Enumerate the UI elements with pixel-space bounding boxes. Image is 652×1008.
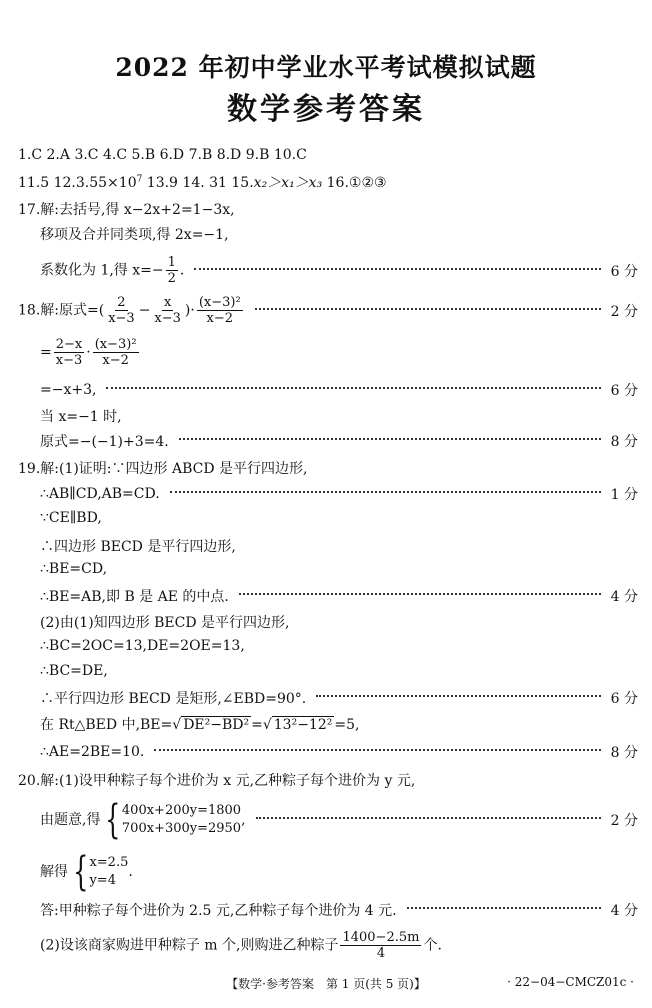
- q19-line-5: ∴BE=CD,: [40, 561, 108, 577]
- score: 4 分: [610, 589, 638, 605]
- q18-line-4: 当 x=−1 时,: [40, 409, 122, 425]
- q19-line-4: ∴四边形 BECD 是平行四边形,: [40, 539, 236, 555]
- score: 1 分: [610, 487, 638, 503]
- score: 4 分: [610, 903, 638, 919]
- page-title: 2022 年初中学业水平考试模拟试题: [115, 53, 537, 82]
- fraction: $\frac{1}{2}$: [167, 255, 176, 286]
- solution-system: { x=2.5 y=4: [73, 849, 129, 895]
- q17-line-2: 移项及合并同类项,得 2x=−1,: [40, 227, 229, 243]
- q19-line-6: ∴BE=AB,即 B 是 AE 的中点. 4 分: [40, 586, 638, 606]
- q19-line-10: ∴平行四边形 BECD 是矩形,∠EBD=90°. 6 分: [40, 688, 638, 708]
- page-subtitle: 数学参考答案: [227, 92, 425, 127]
- q19-line-2: ∴AB∥CD,AB=CD. 1 分: [40, 486, 638, 503]
- footer-page-info: 【数学·参考答案 第 1 页(共 5 页)】: [226, 977, 426, 991]
- q19-line-9: ∴BC=DE,: [40, 663, 108, 679]
- q19-line-1: 19.解:(1)证明:∵四边形 ABCD 是平行四边形,: [18, 461, 308, 477]
- q20-line-2: 由题意,得 { 400x+200y=1800 700x+300y=2950 , 2 分: [40, 797, 638, 843]
- q19-line-8: ∴BC=2OC=13,DE=2OE=13,: [40, 638, 245, 654]
- score: 2 分: [610, 303, 638, 320]
- q20-line-1: 20.解:(1)设甲种粽子每个进价为 x 元,乙种粽子每个进价为 y 元,: [18, 773, 416, 789]
- q19-line-3: ∵CE∥BD,: [40, 510, 102, 526]
- q20-line-5: (2)设该商家购进甲种粽子 m 个,则购进乙种粽子 $\frac{1400-2.5m}{4}$ 个.: [40, 930, 442, 961]
- score: 6 分: [610, 383, 638, 399]
- q19-line-7: (2)由(1)知四边形 BECD 是平行四边形,: [40, 615, 290, 631]
- q18-line-1: 18.解:原式=( $\frac{2}{x-3}$ − $\frac{x}{x-3}$ )· $\frac{\text{(x−3)²}}{x-2}$ 2 分: [18, 295, 638, 326]
- q18-line-2: = $\frac{2-x}{x-3}$ · $\frac{\text{(x−3)²}}{x-2}$: [40, 337, 137, 368]
- equation-system: { 400x+200y=1800 700x+300y=2950: [105, 797, 242, 843]
- q20-line-4: 答:甲种粽子每个进价为 2.5 元,乙种粽子每个进价为 4 元. 4 分: [40, 900, 638, 920]
- q18-line-5: 原式=−(−1)+3=4. 8 分: [40, 431, 638, 451]
- footer-code: · 22−04−CMCZ01c ·: [507, 975, 634, 989]
- score: 6 分: [610, 691, 638, 707]
- score: 8 分: [610, 745, 638, 761]
- score: 6 分: [610, 263, 638, 280]
- q18-line-3: =−x+3, 6 分: [40, 382, 638, 399]
- answers-line-1: 1.C 2.A 3.C 4.C 5.B 6.D 7.B 8.D 9.B 10.C: [18, 147, 307, 163]
- q17-line-1: 17.解:去括号,得 x−2x+2=1−3x,: [18, 202, 235, 218]
- score: 8 分: [610, 434, 638, 450]
- q20-line-3: 解得 { x=2.5 y=4 .: [40, 849, 133, 895]
- q19-line-11: 在 Rt△BED 中,BE=√ DE²−BD² =√ 13²−12² =5,: [40, 717, 360, 733]
- q19-line-12: ∴AE=2BE=10. 8 分: [40, 744, 638, 761]
- q17-line-3: 系数化为 1,得 x=− $\frac{1}{2}$ . 6 分: [40, 255, 638, 286]
- score: 2 分: [610, 813, 638, 829]
- answers-line-2: 11.5 $12.3.55\times 10^7$ 13.9 14. 31 15.x₂＞x₁＞x₃ 16.①②③: [18, 174, 387, 191]
